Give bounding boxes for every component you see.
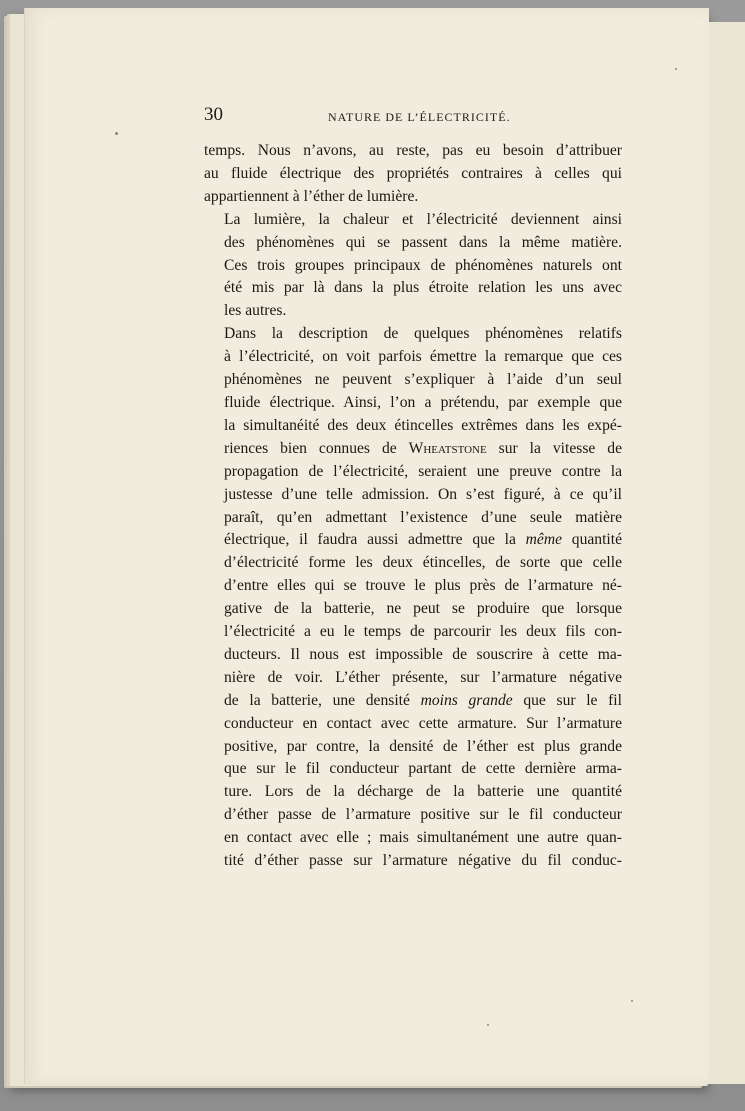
- text-line: positive, par contre, la densité de l’éther est plus grande: [224, 737, 622, 755]
- paragraph: [204, 209, 622, 324]
- text-fragment: riences bien connues de: [224, 439, 397, 457]
- text-line: gative de la batterie, ne peut se produire que lorsque: [224, 600, 622, 618]
- text-line: ture. Lors de la décharge de la batterie une quantité: [224, 783, 622, 801]
- text-fragment: quantité: [571, 531, 623, 549]
- text-line: justesse d’une telle admission. On s’est figuré, à ce qu’il: [224, 485, 622, 503]
- text-line: au fluide électrique des propriétés contraires à celles qui: [204, 164, 622, 182]
- italic-emphasis: moins grande: [420, 691, 513, 709]
- paragraph: [204, 140, 622, 209]
- text-line: La lumière, la chaleur et l’électricité deviennent ainsi: [224, 210, 622, 228]
- adjacent-page-edge: [708, 22, 745, 1084]
- ink-speck: [631, 1000, 633, 1002]
- text-line: paraît, qu’en admettant l’existence d’une seule matière: [224, 508, 622, 526]
- text-line: appartiennent à l’éther de lumière.: [204, 187, 419, 205]
- page-number: 30: [204, 104, 223, 125]
- text-line: d’électricité forme les deux étincelles, de sorte que celle: [224, 554, 622, 572]
- text-line: [204, 438, 622, 461]
- text-line: ducteurs. Il nous est impossible de souscrire à cette ma-: [224, 645, 622, 663]
- text-line: en contact avec elle ; mais simultanément une autre quan-: [224, 829, 622, 847]
- text-line: Dans la description de quelques phénomènes relatifs: [224, 325, 622, 343]
- text-line: été mis par là dans la plus étroite relation les uns avec: [224, 279, 622, 297]
- text-line: [204, 690, 622, 713]
- text-fragment: sur la vitesse de: [498, 439, 622, 457]
- text-line: [204, 529, 622, 552]
- text-fragment: électrique, il faudra aussi admettre que la: [224, 531, 516, 549]
- text-line: nière de voir. L’éther présente, sur l’armature négative: [224, 668, 622, 686]
- ink-speck: [675, 68, 677, 70]
- ink-speck: [487, 1024, 489, 1026]
- text-line: tité d’éther passe sur l’armature négative du fil conduc-: [224, 852, 622, 870]
- text-line: d’entre elles qui se trouve le plus près de l’armature né-: [224, 577, 622, 595]
- text-line: fluide électrique. Ainsi, l’on a prétendu, par exemple que: [224, 393, 622, 411]
- text-line: la simultanéité des deux étincelles extrêmes dans les expé-: [224, 416, 622, 434]
- ink-speck: [115, 132, 118, 135]
- text-line: Ces trois groupes principaux de phénomènes naturels ont: [224, 256, 622, 274]
- paragraph: [204, 323, 622, 873]
- text-line: propagation de l’électricité, seraient une preuve contre la: [224, 462, 622, 480]
- text-fragment: que sur le fil: [523, 691, 622, 709]
- text-line: à l’électricité, on voit parfois émettre la remarque que ces: [224, 348, 622, 366]
- name-wheatstone: Wheatstone: [408, 439, 487, 457]
- text-fragment: de la batterie, une densité: [224, 691, 410, 709]
- text-line: d’éther passe de l’armature positive sur le fil conducteur: [224, 806, 622, 824]
- text-line: temps. Nous n’avons, au reste, pas eu besoin d’attribuer: [204, 142, 622, 159]
- text-line: conducteur en contact avec cette armature. Sur l’armature: [224, 714, 622, 732]
- text-line: des phénomènes qui se passent dans la même matière.: [224, 233, 622, 251]
- body-text: [204, 140, 622, 873]
- italic-emphasis: même: [525, 531, 563, 549]
- text-line: que sur le fil conducteur partant de cette dernière arma-: [224, 760, 622, 778]
- text-line: phénomènes ne peuvent s’expliquer à l’aide d’un seul: [224, 371, 622, 389]
- text-line: les autres.: [224, 302, 287, 320]
- text-line: l’électricité a eu le temps de parcourir les deux fils con-: [224, 623, 622, 641]
- running-head: NATURE DE L’ÉLECTRICITÉ.: [328, 110, 511, 124]
